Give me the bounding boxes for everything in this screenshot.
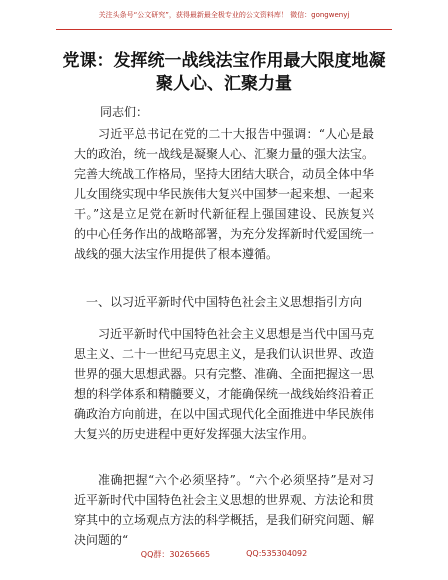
- footer-contact: [0, 549, 448, 560]
- paragraph-1: [74, 124, 374, 264]
- header-banner: 关注头条号“公文研究”，获得最新最全极专业的公文资料库！ 微信：gongwenyj: [98, 11, 350, 19]
- paragraph-3-text: 准确把握“六个必须坚持”。“六个必须坚持”是对习近平新时代中国特色社会主义思想的世界观、方法论和贯穿其中的立场观点方法的科学概括，是我们研究问题、解决问题的“: [74, 473, 375, 547]
- paragraph-2: [74, 324, 374, 444]
- page-title: 党课：发挥统一战线法宝作用最大限度地凝聚人心、汇聚力量: [62, 51, 386, 94]
- qq-group-text: QQ群：30265665: [140, 550, 211, 559]
- paragraph-3: [74, 470, 374, 550]
- header-divider: [56, 29, 392, 30]
- paragraph-1-text: 习近平总书记在党的二十大报告中强调：“人心是最大的政治，统一战线是凝聚人心、汇聚力量的强大法宝。完善大统战工作格局，坚持大团结大联合，动员全体中华儿女围绕实现中华民族伟大复兴中国梦一起来想、一起来干。”这是立足党在新时代新征程上强国建设、民族复兴的中心任务作出的战略部署，为充分发挥新时代爱国统一战线的强大法宝作用提供了根本遵循。: [74, 127, 375, 261]
- paragraph-2-text: 习近平新时代中国特色社会主义思想是当代中国马克思主义、二十一世纪马克思主义，是我们认识世界、改造世界的强大思想武器。只有完整、准确、全面把握这一思想的科学体系和精髓要义，才能确保统一战线始终沿着正确政治方向前进，在以中国式现代化全面推进中华民族伟大复兴的历史进程中更好发挥强大法宝作用。: [74, 327, 375, 441]
- salutation: 同志们：: [100, 105, 149, 119]
- section-heading-1: 一、以习近平新时代中国特色社会主义思想指引方向: [86, 295, 363, 309]
- qq-text: QQ:535304092: [246, 549, 308, 558]
